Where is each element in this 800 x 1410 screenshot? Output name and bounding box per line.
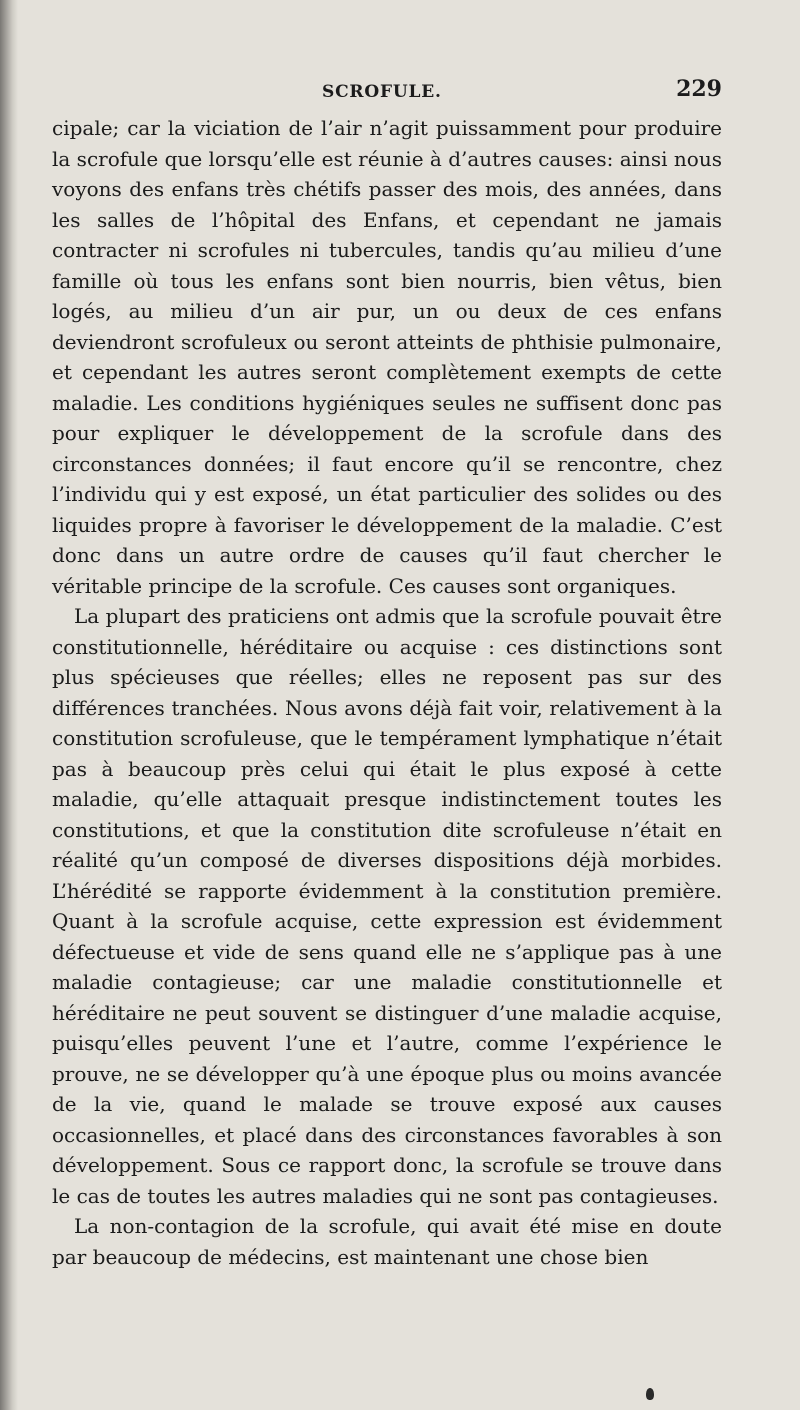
ink-spot — [646, 1388, 654, 1400]
paragraph-3: La non-contagion de la scrofule, qui avait été mise en doute par beaucoup de médecins, est maintenant une chose bien — [52, 1214, 722, 1269]
body-text — [52, 113, 722, 1272]
page-gutter-shadow — [0, 0, 18, 1410]
running-title: SCROFULE. — [322, 82, 442, 102]
paragraph-2: La plupart des praticiens ont admis que la scrofule pouvait être constitutionnelle, héréditaire ou acquise : ces distinctions sont plus spécieuses que réelles; elles ne reposent pas sur des différences tranchées. Nous avons déjà fait voir, relativement à la constitution scrofuleuse, que le tempérament lymphatique n’était pas à beaucoup près celui qui était le plus exposé à cette maladie, qu’elle attaquait presque indistinctement toutes les constitutions, et que la constitution dite scrofuleuse n’était en réalité qu’un composé de diverses dispositions déjà morbides. L’hérédité se rapporte évidemment à la constitution première. Quant à la scrofule acquise, cette expression est évidemment défectueuse et vide de sens quand elle ne s’applique pas à une maladie contagieuse; car une maladie constitutionnelle et héréditaire ne peut souvent se distinguer d’une maladie acquise, puisqu’elles peuvent l’une et l’autre, comme l’expérience le prouve, ne se développer qu’à une époque plus ou moins avancée de la vie, quand le malade se trouve exposé aux causes occasionnelles, et placé dans des circonstances favorables à son développement. Sous ce rapport donc, la scrofule se trouve dans le cas de toutes les autres maladies qui ne sont pas contagieuses. — [52, 604, 722, 1208]
page-number: 229 — [676, 76, 722, 102]
paragraph-1: cipale; car la viciation de l’air n’agit puissamment pour produire la scrofule que lorsqu’elle est réunie à d’autres causes: ainsi nous voyons des enfans très chétifs passer des mois, des années, dans les salles de l’hôpital des Enfans, et cependant ne jamais contracter ni scrofules ni tubercules, tandis qu’au milieu d’une famille où tous les enfans sont bien nourris, bien vêtus, bien logés, au milieu d’un air pur, un ou deux de ces enfans deviendront scrofuleux ou seront atteints de phthisie pulmonaire, et cependant les autres seront complètement exempts de cette maladie. Les conditions hygiéniques seules ne suffisent donc pas pour expliquer le développement de la scrofule dans des circonstances données; il faut encore qu’il se rencontre, chez l’individu qui y est exposé, un état particulier des solides ou des liquides propre à favoriser le développement de la maladie. C’est donc dans un autre ordre de causes qu’il faut chercher le véritable principe de la scrofule. Ces causes sont organiques. — [52, 116, 722, 598]
page-header — [52, 74, 722, 108]
